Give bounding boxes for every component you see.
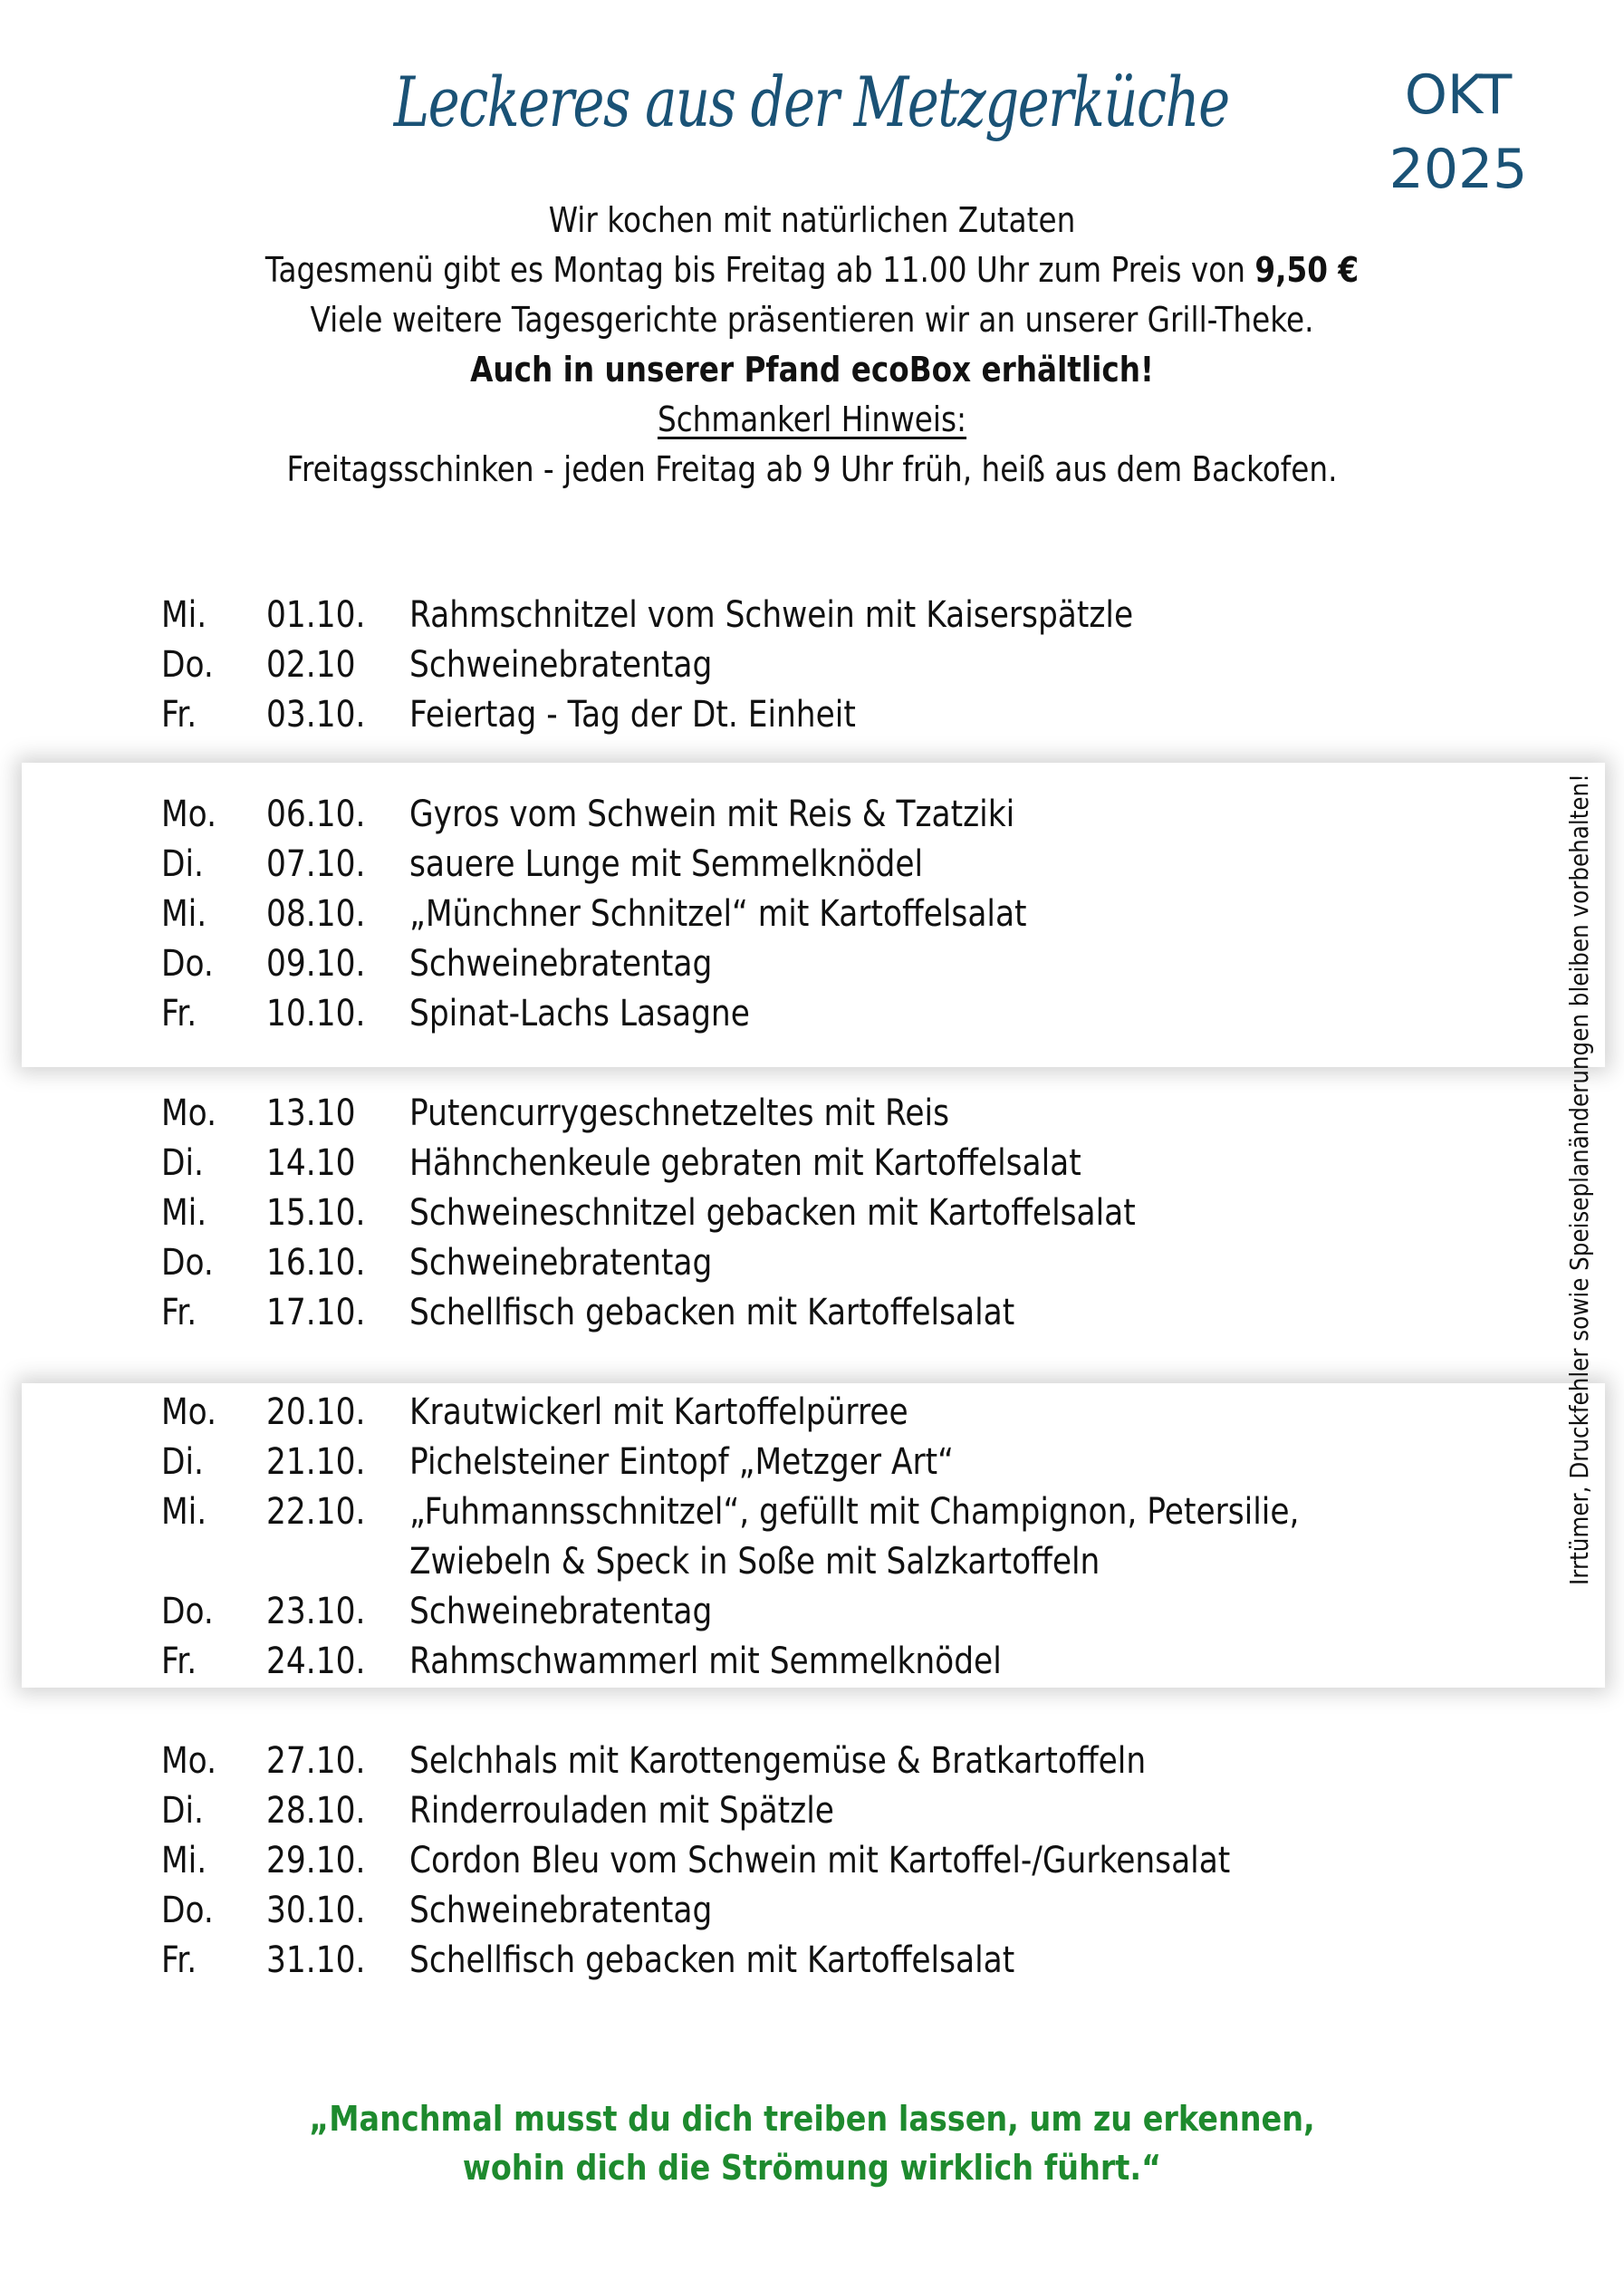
day-label: Fr. [161, 1292, 197, 1333]
date-label: 01.10. [266, 594, 366, 636]
menu-row [0, 591, 1540, 640]
date-label: 08.10. [266, 893, 366, 935]
dish-label: Schweinebratentag [409, 1890, 713, 1931]
dish-label: Feiertag - Tag der Dt. Einheit [409, 694, 856, 736]
date-label: 13.10 [266, 1092, 356, 1134]
intro-line: Tagesmenü gibt es Montag bis Freitag ab 11.00 Uhr zum Preis von [264, 250, 1255, 290]
day-label: Fr. [161, 993, 197, 1034]
intro-line: Viele weitere Tagesgerichte präsentieren wir an unserer Grill-Theke. [310, 300, 1314, 340]
menu-row-continuation [0, 1537, 1540, 1587]
dish-label: Putencurrygeschnetzeltes mit Reis [409, 1092, 950, 1134]
menu-row [0, 1737, 1540, 1786]
dish-label: „Fuhmannsschnitzel“, gefüllt mit Champignon, Petersilie, [409, 1491, 1300, 1533]
date-label: 29.10. [266, 1840, 366, 1881]
menu-row [0, 1438, 1540, 1487]
day-label: Mi. [161, 1491, 207, 1533]
quote-line: „Manchmal musst du dich treiben lassen, um zu erkennen, [309, 2099, 1315, 2139]
menu-row [0, 790, 1540, 840]
menu-row [0, 1637, 1540, 1687]
day-label: Di. [161, 843, 204, 885]
dish-label: Schweinebratentag [409, 644, 713, 686]
year: 2025 [1389, 138, 1528, 201]
ecobox-note: Auch in unserer Pfand ecoBox erhältlich! [470, 350, 1154, 390]
date-label: 28.10. [266, 1790, 366, 1832]
intro-line: Wir kochen mit natürlichen Zutaten [548, 200, 1076, 240]
date-label: 31.10. [266, 1939, 366, 1981]
date-label: 27.10. [266, 1740, 366, 1782]
day-label: Do. [161, 1890, 214, 1931]
dish-label: Spinat-Lachs Lasagne [409, 993, 750, 1034]
date-label: 07.10. [266, 843, 366, 885]
menu-row [0, 690, 1540, 740]
day-label: Di. [161, 1790, 204, 1832]
quote [0, 2094, 1624, 2192]
menu-row [0, 1786, 1540, 1836]
month: OKT [1404, 63, 1513, 127]
dish-label: Schweinebratentag [409, 943, 713, 985]
intro-line: Freitagsschinken - jeden Freitag ab 9 Uhr früh, heiß aus dem Backofen. [286, 449, 1338, 489]
date-label: 15.10. [266, 1192, 366, 1234]
day-label: Fr. [161, 694, 197, 736]
menu-row [0, 1288, 1540, 1338]
date-label: 24.10. [266, 1641, 366, 1682]
date-label: 10.10. [266, 993, 366, 1034]
day-label: Mi. [161, 1840, 207, 1881]
dish-label: Zwiebeln & Speck in Soße mit Salzkartoffeln [409, 1541, 1100, 1583]
menu-row [0, 890, 1540, 939]
menu-row [0, 1238, 1540, 1288]
quote-line: wohin dich die Strömung wirklich führt.“ [462, 2148, 1162, 2188]
date-label: 20.10. [266, 1391, 366, 1433]
dish-label: Schweinebratentag [409, 1242, 713, 1284]
page-title: Leckeres aus der Metzgerküche [393, 62, 1229, 142]
menu-row [0, 1886, 1540, 1936]
date-label: 14.10 [266, 1142, 356, 1184]
dish-label: Rahmschwammerl mit Semmelknödel [409, 1641, 1002, 1682]
date-label: 30.10. [266, 1890, 366, 1931]
day-label: Mo. [161, 1740, 217, 1782]
date-label: 06.10. [266, 794, 366, 835]
day-label: Do. [161, 1591, 214, 1632]
menu-row [0, 1139, 1540, 1188]
day-label: Do. [161, 1242, 214, 1284]
date-label: 22.10. [266, 1491, 366, 1533]
menu-row [0, 1188, 1540, 1238]
date-label: 03.10. [266, 694, 366, 736]
menu-row [0, 1587, 1540, 1637]
dish-label: „Münchner Schnitzel“ mit Kartoffelsalat [409, 893, 1027, 935]
disclaimer [1564, 670, 1594, 1585]
menu-row [0, 1089, 1540, 1139]
day-label: Do. [161, 943, 214, 985]
day-label: Mi. [161, 893, 207, 935]
dish-label: Cordon Bleu vom Schwein mit Kartoffel-/Gurkensalat [409, 1840, 1231, 1881]
date-label: 17.10. [266, 1292, 366, 1333]
dish-label: Selchhals mit Karottengemüse & Bratkartoffeln [409, 1740, 1147, 1782]
dish-label: Pichelsteiner Eintopf „Metzger Art“ [409, 1441, 954, 1483]
menu-row [0, 989, 1540, 1039]
day-label: Do. [161, 644, 214, 686]
date-label: 21.10. [266, 1441, 366, 1483]
dish-label: Hähnchenkeule gebraten mit Kartoffelsalat [409, 1142, 1081, 1184]
dish-label: Rinderrouladen mit Spätzle [409, 1790, 834, 1832]
dish-label: Krautwickerl mit Kartoffelpürree [409, 1391, 908, 1433]
date-label: 16.10. [266, 1242, 366, 1284]
menu-row [0, 840, 1540, 890]
date-label: 23.10. [266, 1591, 366, 1632]
day-label: Fr. [161, 1939, 197, 1981]
dish-label: sauere Lunge mit Semmelknödel [409, 843, 924, 885]
price: 9,50 € [1254, 250, 1360, 290]
date-label: 09.10. [266, 943, 366, 985]
dish-label: Rahmschnitzel vom Schwein mit Kaiserspätzle [409, 594, 1134, 636]
menu-row [0, 640, 1540, 690]
day-label: Mi. [161, 594, 207, 636]
menu-row [0, 939, 1540, 989]
disclaimer-text: Irrtümer, Druckfehler sowie Speiseplanänderungen bleiben vorbehalten! [1564, 773, 1594, 1585]
day-label: Mo. [161, 1092, 217, 1134]
dish-label: Schellfisch gebacken mit Kartoffelsalat [409, 1939, 1015, 1981]
menu-row [0, 1936, 1540, 1986]
dish-label: Schweinebratentag [409, 1591, 713, 1632]
day-label: Di. [161, 1142, 204, 1184]
day-label: Mi. [161, 1192, 207, 1234]
menu-row [0, 1487, 1540, 1537]
schmankerl-heading-text: Schmankerl Hinweis: [657, 399, 967, 439]
day-label: Fr. [161, 1641, 197, 1682]
date-label: 02.10 [266, 644, 356, 686]
dish-label: Schellfisch gebacken mit Kartoffelsalat [409, 1292, 1015, 1333]
day-label: Di. [161, 1441, 204, 1483]
menu-row [0, 1388, 1540, 1438]
day-label: Mo. [161, 1391, 217, 1433]
dish-label: Schweineschnitzel gebacken mit Kartoffelsalat [409, 1192, 1136, 1234]
day-label: Mo. [161, 794, 217, 835]
dish-label: Gyros vom Schwein mit Reis & Tzatziki [409, 794, 1015, 835]
menu-row [0, 1836, 1540, 1886]
